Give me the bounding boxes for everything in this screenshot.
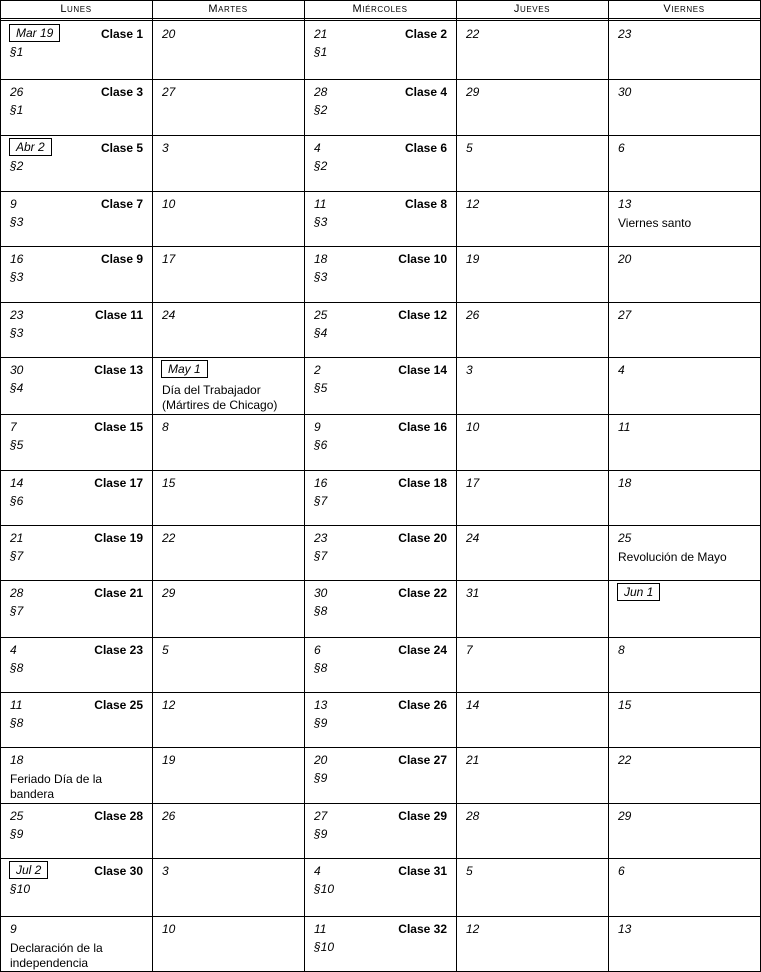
day-date: 17 <box>466 476 480 490</box>
grid-line <box>0 0 1 972</box>
day-date: 21 <box>314 27 328 41</box>
day-cell <box>608 79 760 135</box>
class-label: Clase 31 <box>398 864 447 878</box>
day-cell <box>608 302 760 357</box>
class-label: Clase 9 <box>100 252 143 266</box>
day-date: Jun 1 <box>617 583 660 601</box>
day-cell <box>152 191 304 246</box>
class-label: Clase 12 <box>398 308 447 322</box>
day-cell <box>304 803 456 858</box>
class-label: Clase 8 <box>404 197 447 211</box>
day-date: 5 <box>466 864 473 878</box>
day-cell <box>0 357 152 414</box>
day-cell <box>304 414 456 470</box>
day-date: 24 <box>162 308 176 322</box>
day-cell <box>152 414 304 470</box>
day-cell <box>456 525 608 580</box>
class-label: Clase 27 <box>398 753 447 767</box>
day-date: 20 <box>618 252 632 266</box>
day-cell <box>304 191 456 246</box>
grid-line <box>0 414 761 415</box>
class-label: Clase 20 <box>398 531 447 545</box>
holiday-note: Día del Trabajador (Mártires de Chicago) <box>162 383 278 412</box>
day-date: Jul 2 <box>9 861 48 879</box>
day-date: 28 <box>10 586 24 600</box>
grid-line <box>0 692 761 693</box>
day-date: 30 <box>10 363 24 377</box>
header-jueves: Jueves <box>513 3 551 15</box>
section-ref: §3 <box>314 270 328 284</box>
grid-line <box>0 20 761 21</box>
day-date: 7 <box>10 420 17 434</box>
section-ref: §6 <box>314 438 328 452</box>
day-cell <box>456 580 608 637</box>
day-cell <box>304 747 456 803</box>
holiday-note: Revolución de Mayo <box>618 550 727 564</box>
day-date: 14 <box>10 476 24 490</box>
class-label: Clase 17 <box>94 476 143 490</box>
day-cell <box>608 135 760 191</box>
day-cell <box>456 916 608 971</box>
day-date: 3 <box>466 363 473 377</box>
day-cell <box>152 470 304 525</box>
day-date: 8 <box>162 420 169 434</box>
day-cell <box>0 191 152 246</box>
day-date: 9 <box>314 420 321 434</box>
day-date: 20 <box>314 753 328 767</box>
class-label: Clase 13 <box>94 363 143 377</box>
day-date: 6 <box>618 864 625 878</box>
day-cell <box>0 135 152 191</box>
day-cell <box>152 916 304 971</box>
class-label: Clase 5 <box>100 141 143 155</box>
day-date: 22 <box>162 531 176 545</box>
day-date: 12 <box>466 922 480 936</box>
section-ref: §3 <box>10 215 24 229</box>
day-cell <box>152 637 304 692</box>
day-date: 30 <box>618 85 632 99</box>
class-label: Clase 25 <box>94 698 143 712</box>
day-date: Mar 19 <box>9 24 60 42</box>
day-cell <box>304 357 456 414</box>
day-cell <box>608 747 760 803</box>
day-cell <box>0 637 152 692</box>
day-cell <box>152 21 304 79</box>
day-date: 19 <box>162 753 176 767</box>
day-cell <box>456 79 608 135</box>
day-cell <box>152 135 304 191</box>
header-viernes: Viernes <box>663 3 705 15</box>
day-date: 31 <box>466 586 480 600</box>
day-date: 30 <box>314 586 328 600</box>
class-label: Clase 18 <box>398 476 447 490</box>
day-cell <box>608 470 760 525</box>
day-cell <box>0 692 152 747</box>
day-date: 10 <box>162 922 176 936</box>
day-date: 12 <box>466 197 480 211</box>
day-date: 15 <box>618 698 632 712</box>
day-cell <box>456 747 608 803</box>
section-ref: §7 <box>10 549 24 563</box>
day-cell <box>0 21 152 79</box>
grid-line <box>0 637 761 638</box>
section-ref: §7 <box>314 549 328 563</box>
day-cell <box>0 580 152 637</box>
section-ref: §7 <box>314 494 328 508</box>
grid-line <box>0 135 761 136</box>
day-date: 26 <box>466 308 480 322</box>
day-date: 22 <box>466 27 480 41</box>
day-date: 8 <box>618 643 625 657</box>
day-date: 24 <box>466 531 480 545</box>
day-cell <box>304 525 456 580</box>
day-cell <box>152 580 304 637</box>
day-date: 10 <box>162 197 176 211</box>
section-ref: §2 <box>314 159 328 173</box>
day-date: 15 <box>162 476 176 490</box>
grid-line <box>0 191 761 192</box>
day-cell <box>608 357 760 414</box>
grid-line <box>0 858 761 859</box>
class-label: Clase 26 <box>398 698 447 712</box>
section-ref: §9 <box>314 827 328 841</box>
day-date: 23 <box>314 531 328 545</box>
day-cell <box>0 916 152 971</box>
day-date: 14 <box>466 698 480 712</box>
day-cell <box>608 637 760 692</box>
day-date: 9 <box>10 197 17 211</box>
section-ref: §4 <box>10 381 24 395</box>
day-cell <box>456 302 608 357</box>
day-cell <box>0 747 152 803</box>
class-label: Clase 22 <box>398 586 447 600</box>
class-label: Clase 30 <box>94 864 143 878</box>
day-cell <box>304 79 456 135</box>
day-date: 12 <box>162 698 176 712</box>
day-cell <box>304 470 456 525</box>
section-ref: §8 <box>314 661 328 675</box>
class-label: Clase 4 <box>404 85 447 99</box>
day-date: 13 <box>618 922 632 936</box>
day-cell <box>304 580 456 637</box>
day-date: 7 <box>466 643 473 657</box>
class-label: Clase 3 <box>100 85 143 99</box>
day-date: 23 <box>618 27 632 41</box>
day-date: 4 <box>314 864 321 878</box>
section-ref: §9 <box>314 716 328 730</box>
day-cell <box>456 637 608 692</box>
day-cell <box>456 357 608 414</box>
day-cell <box>304 21 456 79</box>
day-cell <box>152 803 304 858</box>
day-cell <box>456 692 608 747</box>
day-cell <box>152 692 304 747</box>
day-cell <box>0 803 152 858</box>
section-ref: §8 <box>314 604 328 618</box>
day-date: 27 <box>162 85 176 99</box>
day-cell <box>456 135 608 191</box>
day-date: 4 <box>314 141 321 155</box>
day-cell <box>0 858 152 916</box>
section-ref: §2 <box>314 103 328 117</box>
grid-line <box>0 525 761 526</box>
class-label: Clase 32 <box>398 922 447 936</box>
day-date: 11 <box>314 922 327 936</box>
day-cell <box>456 858 608 916</box>
day-date: May 1 <box>161 360 208 378</box>
grid-line <box>0 803 761 804</box>
day-date: 19 <box>466 252 480 266</box>
class-label: Clase 29 <box>398 809 447 823</box>
day-date: 4 <box>10 643 17 657</box>
day-cell <box>304 302 456 357</box>
day-cell <box>304 135 456 191</box>
day-date: 11 <box>314 197 327 211</box>
day-date: 6 <box>314 643 321 657</box>
day-date: 6 <box>618 141 625 155</box>
day-date: 20 <box>162 27 176 41</box>
grid-line <box>0 302 761 303</box>
day-date: 17 <box>162 252 176 266</box>
day-date: 21 <box>466 753 480 767</box>
grid-line <box>0 18 761 19</box>
section-ref: §3 <box>10 270 24 284</box>
day-date: 26 <box>162 809 176 823</box>
class-label: Clase 14 <box>398 363 447 377</box>
header-lunes: Lunes <box>60 3 92 15</box>
class-label: Clase 19 <box>94 531 143 545</box>
section-ref: §1 <box>10 103 24 117</box>
day-cell <box>456 191 608 246</box>
day-cell <box>456 414 608 470</box>
day-cell <box>608 803 760 858</box>
class-label: Clase 1 <box>100 27 143 41</box>
day-cell <box>152 79 304 135</box>
grid-line <box>0 747 761 748</box>
day-cell <box>608 692 760 747</box>
header-miercoles: Miércoles <box>352 3 408 15</box>
day-cell <box>608 21 760 79</box>
day-cell <box>0 414 152 470</box>
day-cell <box>608 580 760 637</box>
day-date: 29 <box>466 85 480 99</box>
day-cell <box>304 637 456 692</box>
section-ref: §4 <box>314 326 328 340</box>
day-cell <box>0 470 152 525</box>
day-cell <box>0 525 152 580</box>
day-date: 29 <box>618 809 632 823</box>
class-label: Clase 7 <box>100 197 143 211</box>
section-ref: §8 <box>10 716 24 730</box>
day-date: 2 <box>314 363 321 377</box>
day-date: 23 <box>10 308 24 322</box>
day-date: 11 <box>618 420 631 434</box>
section-ref: §10 <box>10 882 31 896</box>
grid-line <box>0 246 761 247</box>
day-date: 4 <box>618 363 625 377</box>
day-cell <box>0 302 152 357</box>
grid-line <box>0 357 761 358</box>
holiday-note: Feriado Día de la bandera <box>10 772 103 801</box>
section-ref: §6 <box>10 494 24 508</box>
day-date: 18 <box>618 476 632 490</box>
grid-line <box>152 0 153 972</box>
class-label: Clase 28 <box>94 809 143 823</box>
day-date: 25 <box>10 809 24 823</box>
section-ref: §10 <box>314 882 335 896</box>
day-date: 27 <box>314 809 328 823</box>
day-cell <box>304 692 456 747</box>
day-cell <box>304 858 456 916</box>
grid-line <box>0 0 761 1</box>
class-label: Clase 11 <box>94 308 143 322</box>
day-cell <box>152 246 304 302</box>
day-cell <box>152 747 304 803</box>
day-date: 28 <box>466 809 480 823</box>
class-label: Clase 10 <box>398 252 447 266</box>
day-cell <box>456 470 608 525</box>
section-ref: §1 <box>314 45 328 59</box>
day-date: 11 <box>10 698 23 712</box>
day-date: 3 <box>162 864 169 878</box>
section-ref: §8 <box>10 661 24 675</box>
section-ref: §9 <box>10 827 24 841</box>
day-date: 3 <box>162 141 169 155</box>
day-date: 5 <box>466 141 473 155</box>
day-date: 22 <box>618 753 632 767</box>
day-cell <box>608 525 760 580</box>
day-date: 13 <box>314 698 328 712</box>
section-ref: §1 <box>10 45 24 59</box>
day-date: 21 <box>10 531 24 545</box>
day-cell <box>608 916 760 971</box>
class-label: Clase 2 <box>404 27 447 41</box>
day-date: 18 <box>10 753 24 767</box>
day-cell <box>608 246 760 302</box>
day-date: 9 <box>10 922 17 936</box>
day-date: 28 <box>314 85 328 99</box>
day-date: 26 <box>10 85 24 99</box>
day-cell <box>304 246 456 302</box>
day-date: 25 <box>314 308 328 322</box>
day-date: 18 <box>314 252 328 266</box>
section-ref: §10 <box>314 940 335 954</box>
section-ref: §2 <box>10 159 24 173</box>
grid-line <box>0 580 761 581</box>
day-date: 27 <box>618 308 632 322</box>
day-date: 16 <box>10 252 24 266</box>
section-ref: §7 <box>10 604 24 618</box>
day-date: 29 <box>162 586 176 600</box>
day-date: 13 <box>618 197 632 211</box>
day-cell <box>456 246 608 302</box>
section-ref: §9 <box>314 771 328 785</box>
day-cell <box>152 302 304 357</box>
class-label: Clase 24 <box>398 643 447 657</box>
holiday-note: Declaración de la independencia <box>10 941 103 970</box>
day-date: Abr 2 <box>9 138 52 156</box>
grid-line <box>304 0 305 972</box>
grid-line <box>456 0 457 972</box>
day-cell <box>304 916 456 971</box>
day-cell <box>456 803 608 858</box>
holiday-note: Viernes santo <box>618 216 692 230</box>
header-martes: Martes <box>208 3 248 15</box>
class-label: Clase 15 <box>94 420 143 434</box>
day-cell <box>0 79 152 135</box>
grid-line <box>0 916 761 917</box>
day-cell <box>608 858 760 916</box>
day-date: 25 <box>618 531 632 545</box>
section-ref: §5 <box>10 438 24 452</box>
day-cell <box>608 414 760 470</box>
section-ref: §5 <box>314 381 328 395</box>
class-label: Clase 21 <box>94 586 143 600</box>
day-date: 5 <box>162 643 169 657</box>
day-cell <box>152 525 304 580</box>
day-date: 16 <box>314 476 328 490</box>
day-cell <box>152 858 304 916</box>
section-ref: §3 <box>10 326 24 340</box>
grid-line <box>0 79 761 80</box>
class-label: Clase 6 <box>404 141 447 155</box>
grid-line <box>0 470 761 471</box>
section-ref: §3 <box>314 215 328 229</box>
day-cell <box>152 357 304 414</box>
class-label: Clase 16 <box>398 420 447 434</box>
day-cell <box>0 246 152 302</box>
day-cell <box>456 21 608 79</box>
day-date: 10 <box>466 420 480 434</box>
day-cell <box>608 191 760 246</box>
class-label: Clase 23 <box>94 643 143 657</box>
grid-line <box>608 0 609 972</box>
